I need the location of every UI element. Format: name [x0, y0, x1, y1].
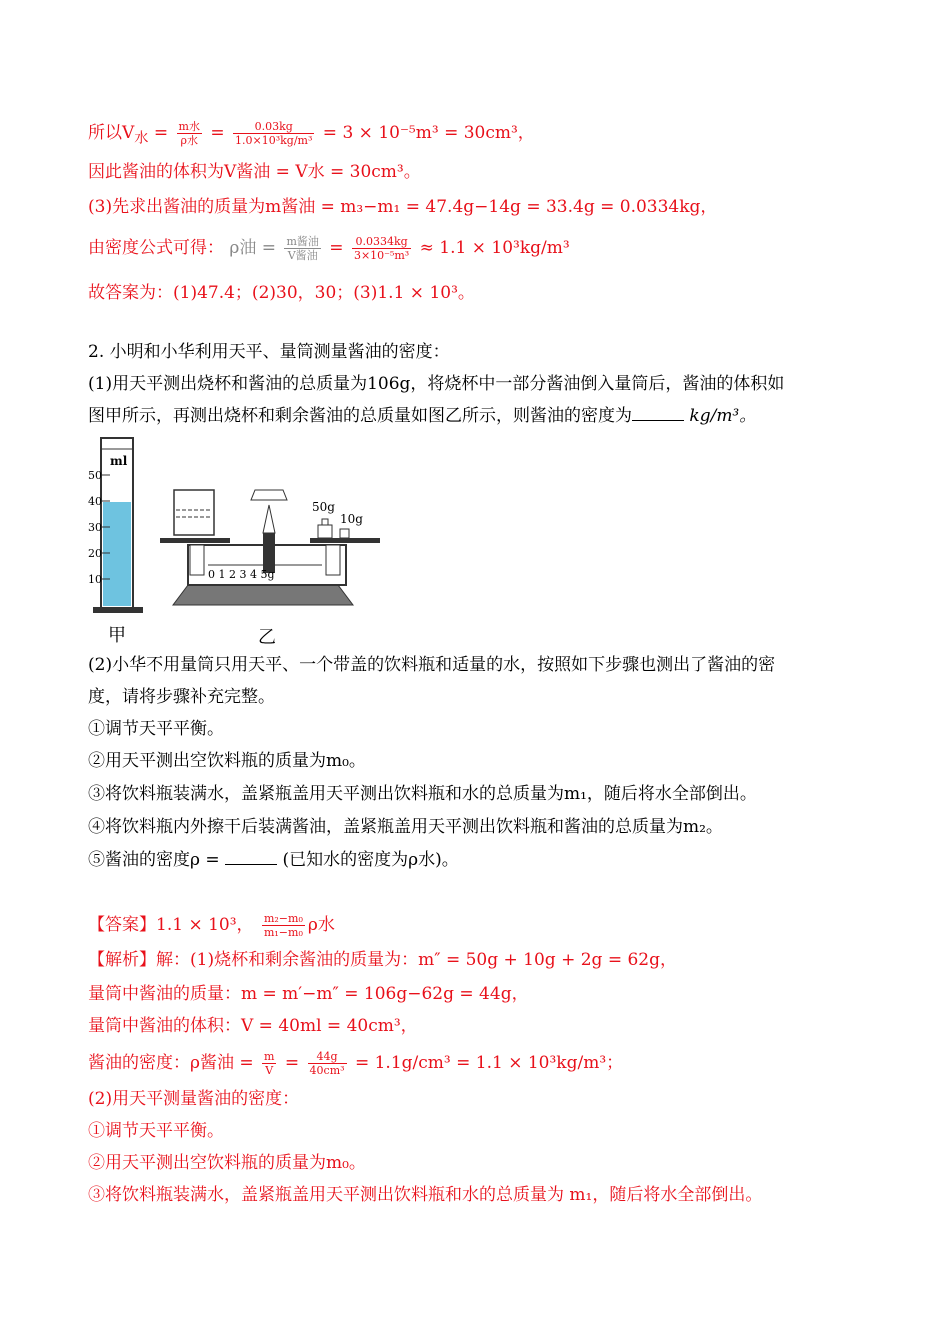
frac-num: m [264, 1050, 275, 1063]
prev-l1-eq2: = [210, 123, 231, 143]
step-5-text-b: (已知水的密度为ρ水)。 [277, 850, 459, 870]
analysis-l1-text: 解：(1)烧杯和剩余酱油的质量为：m″ = 50g + 10g + 2g = 62g， [156, 950, 677, 970]
analysis-line-8: ③将饮料瓶装满水，盖紧瓶盖用天平测出饮料瓶和水的总质量为 m₁，随后将水全部倒出。 [88, 1185, 763, 1205]
step-5 [88, 848, 459, 872]
question-p2-a: (2)小华不用量筒只用天平、一个带盖的饮料瓶和适量的水，按照如下步骤也测出了酱油的密 [88, 655, 776, 675]
frac-num: 0.03kg [233, 120, 314, 134]
prev-line-3: (3)先求出酱油的质量为m酱油 = m₃−m₁ = 47.4g−14g = 33.4g = 0.0334kg， [88, 197, 718, 217]
cylinder-tick-50: 50 [88, 469, 102, 482]
analysis-l4-prefix: 酱油的密度：ρ酱油 = [88, 1053, 260, 1073]
analysis-line-5: (2)用天平测量酱油的密度： [88, 1089, 300, 1109]
analysis-line-1 [88, 948, 677, 972]
prev-l1-frac-1 [177, 120, 202, 147]
frac-num: 0.0334kg [352, 235, 411, 249]
question-title: 2. 小明和小华利用天平、量筒测量酱油的密度： [88, 342, 450, 362]
figure-label-yi: 乙 [258, 627, 276, 648]
prev-l1-tail: = 3 × 10⁻⁵m³ = 30cm³， [322, 123, 535, 143]
question-p1-a: (1)用天平测出烧杯和酱油的总质量为106g，将烧杯中一部分酱油倒入量筒后，酱油的体积如 [88, 374, 785, 394]
prev-l4-frac-1 [284, 235, 320, 262]
analysis-l4-frac-1 [262, 1050, 276, 1077]
cylinder-tick-40: 40 [88, 495, 102, 508]
frac-den: V [265, 1064, 274, 1077]
answer-value-1: 1.1 × 10³， [156, 915, 254, 935]
analysis-line-6: ①调节天平平衡。 [88, 1121, 224, 1141]
figure-label-jia: 甲 [108, 625, 126, 646]
cylinder-tick-10: 10 [88, 573, 102, 586]
answer-frac [262, 912, 305, 939]
analysis-line-3: 量筒中酱油的体积：V = 40ml = 40cm³， [88, 1016, 418, 1036]
cylinder-tick-30: 30 [88, 521, 102, 534]
prev-line-4 [88, 235, 570, 262]
analysis-line-4 [88, 1050, 623, 1077]
question-p1-unit: kg/m³。 [684, 406, 757, 426]
prev-l4-eq: = [329, 238, 349, 258]
answer-value-2: ρ水 [307, 915, 335, 935]
answer-line [88, 912, 335, 939]
frac-num: m水 [178, 120, 200, 133]
step-1: ①调节天平平衡。 [88, 719, 224, 739]
frac-den: V酱油 [287, 249, 318, 262]
prev-l1-prefix: 所以V [88, 123, 135, 143]
step-2: ②用天平测出空饮料瓶的质量为m₀。 [88, 751, 366, 771]
prev-l4-tail: ≈ 1.1 × 10³kg/m³ [419, 238, 570, 258]
prev-l4-prefix: 由密度公式可得： [88, 238, 224, 258]
apparatus-figure [88, 435, 388, 648]
prev-line-1 [88, 120, 535, 150]
frac-den: 40cm³ [309, 1064, 345, 1077]
frac-den: 1.0×10³kg/m³ [235, 134, 313, 147]
step-5-text-a: ⑤酱油的密度ρ = [88, 850, 226, 870]
weight-50g-label: 50g [312, 500, 335, 514]
frac-den: m₁−m₀ [263, 926, 303, 939]
prev-line-5: 故答案为：(1)47.4；(2)30，30；(3)1.1 × 10³。 [88, 283, 475, 303]
question-p2-b: 度，请将步骤补充完整。 [88, 687, 275, 707]
prev-l1-frac-2 [233, 120, 314, 147]
graduated-cylinder [88, 438, 143, 613]
question-p1-b [88, 404, 756, 428]
balance-scale [160, 490, 380, 605]
frac-den: 3×10⁻⁵m³ [353, 249, 410, 262]
answer-label: 【答案】 [88, 915, 156, 935]
analysis-line-2: 量筒中酱油的质量：m = m′−m″ = 106g−62g = 44g， [88, 984, 529, 1004]
prev-l1-eq: = [148, 123, 174, 143]
question-p1-b-text: 图甲所示，再测出烧杯和剩余酱油的总质量如图乙所示，则酱油的密度为 [88, 406, 632, 426]
cylinder-unit: ml [110, 454, 128, 468]
step-4: ④将饮料瓶内外擦干后装满酱油，盖紧瓶盖用天平测出饮料瓶和酱油的总质量为m₂。 [88, 817, 723, 837]
step-3: ③将饮料瓶装满水，盖紧瓶盖用天平测出饮料瓶和水的总质量为m₁，随后将水全部倒出。 [88, 784, 757, 804]
weight-10g-label: 10g [340, 512, 363, 526]
frac-num: m₂−m₀ [263, 912, 303, 925]
frac-num: m酱油 [286, 235, 319, 248]
prev-l4-rho: ρ油 = [229, 238, 282, 258]
frac-den: ρ水 [180, 134, 198, 147]
analysis-l4-frac-2 [308, 1050, 347, 1077]
analysis-l4-eq: = [284, 1053, 305, 1073]
analysis-l4-tail: = 1.1g/cm³ = 1.1 × 10³kg/m³； [354, 1053, 624, 1073]
analysis-line-7: ②用天平测出空饮料瓶的质量为m₀。 [88, 1153, 366, 1173]
beam-scale: 0 1 2 3 4 5g [208, 568, 275, 581]
prev-l1-sub: 水 [134, 130, 149, 147]
prev-l4-frac-2 [352, 235, 411, 262]
prev-line-2: 因此酱油的体积为V酱油 = V水 = 30cm³。 [88, 162, 421, 182]
analysis-label: 【解析】 [88, 950, 156, 970]
apparatus-svg [88, 435, 388, 645]
frac-num: 44g [308, 1050, 347, 1064]
cylinder-tick-20: 20 [88, 547, 102, 560]
answer-blank-2 [225, 848, 277, 865]
answer-blank-1 [632, 404, 684, 421]
